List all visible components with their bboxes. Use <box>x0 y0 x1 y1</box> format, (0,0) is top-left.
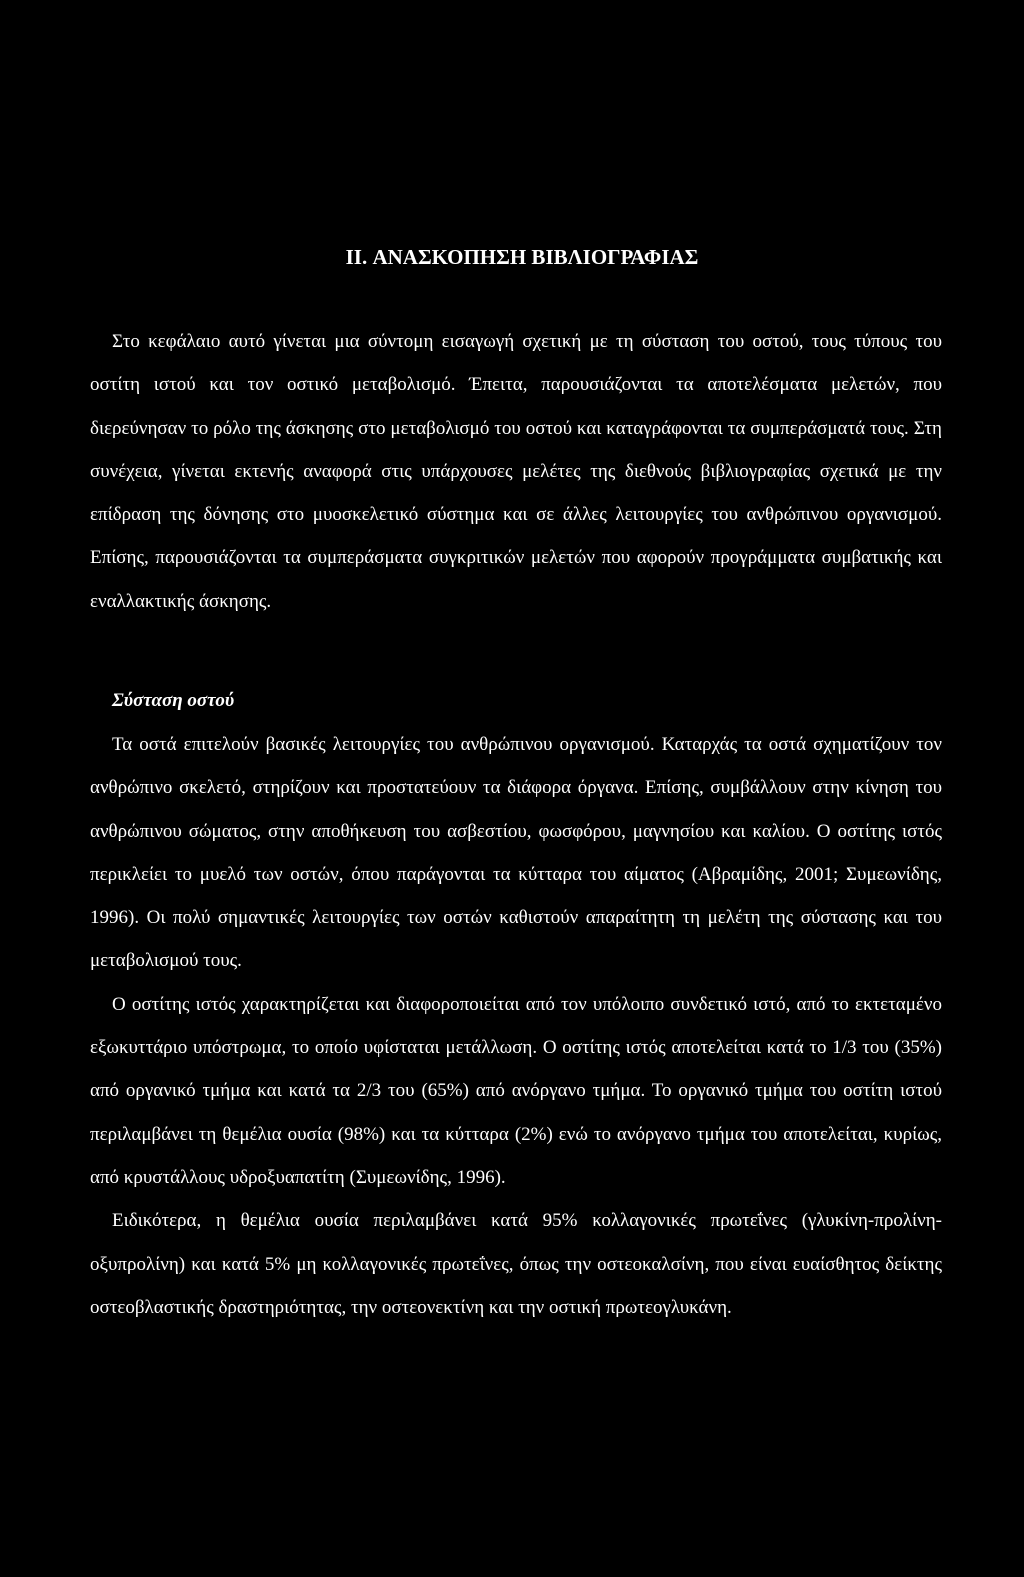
body-paragraph-2: Ο οστίτης ιστός χαρακτηρίζεται και διαφοροποιείται από τον υπόλοιπο συνδετικό ιστό, από το εκτεταμένο εξωκυττάριο υπόστρωμα, το οποίο υφίσταται μετάλλωση. Ο οστίτης ιστός αποτελείται κατά το 1/3 του (35%) από οργανικό τμήμα και κατά τα 2/3 του (65%) από ανόργανο τμήμα. Το οργανικό τμήμα του οστίτη ιστού περιλαμβάνει τη θεμέλια ουσία (98%) και τα κύτταρα (2%) ενώ το ανόργανο τμήμα του αποτελείται, κυρίως, από κρυστάλλους υδροξυαπατίτη (Συμεωνίδης, 1996). <box>90 993 942 1188</box>
chapter-title: II. ΑΝΑΣΚΟΠΗΣΗ ΒΙΒΛΙΟΓΡΑΦΙΑΣ <box>345 245 699 269</box>
intro-section <box>90 320 942 623</box>
section-body <box>90 723 942 1329</box>
section-heading: Σύσταση οστού <box>112 690 235 711</box>
intro-paragraph: Στο κεφάλαιο αυτό γίνεται μια σύντομη εισαγωγή σχετική με τη σύσταση του οστού, τους τύπους του οστίτη ιστού και τον οστικό μεταβολισμό. Έπειτα, παρουσιάζονται τα αποτελέσματα μελετών, που διερεύνησαν το ρόλο της άσκησης στο μεταβολισμό του οστού και καταγράφονται τα συμπεράσματά τους. Στη συνέχεια, γίνεται εκτενής αναφορά στις υπάρχουσες μελέτες της διεθνούς βιβλιογραφίας σχετικά με την επίδραση της δόνησης στο μυοσκελετικό σύστημα και σε άλλες λειτουργίες του ανθρώπινου οργανισμού. Επίσης, παρουσιάζονται τα συμπεράσματα συγκριτικών μελετών που αφορούν προγράμματα συμβατικής και εναλλακτικής άσκησης. <box>90 331 942 612</box>
body-paragraph-1: Τα οστά επιτελούν βασικές λειτουργίες του ανθρώπινου οργανισμού. Καταρχάς τα οστά σχηματίζουν τον ανθρώπινο σκελετό, στηρίζουν και προστατεύουν τα διάφορα όργανα. Επίσης, συμβάλλουν στην κίνηση του ανθρώπινου σώματος, στην αποθήκευση του ασβεστίου, φωσφόρου, μαγνησίου και καλίου. Ο οστίτης ιστός περικλείει το μυελό των οστών, όπου παράγονται τα κύτταρα του αίματος (Αβραμίδης, 2001; Συμεωνίδης, 1996). Οι πολύ σημαντικές λειτουργίες των οστών καθιστούν απαραίτητη τη μελέτη της σύστασης και του μεταβολισμού τους. <box>90 734 942 972</box>
body-paragraph-3: Ειδικότερα, η θεμέλια ουσία περιλαμβάνει κατά 95% κολλαγονικές πρωτεΐνες (γλυκίνη-προλίνη-οξυπρολίνη) και κατά 5% μη κολλαγονικές πρωτεΐνες, όπως την οστεοκαλσίνη, που είναι ευαίσθητος δείκτης οστεοβλαστικής δραστηριότητας, την οστεονεκτίνη και την οστική πρωτεογλυκάνη. <box>90 1210 942 1318</box>
